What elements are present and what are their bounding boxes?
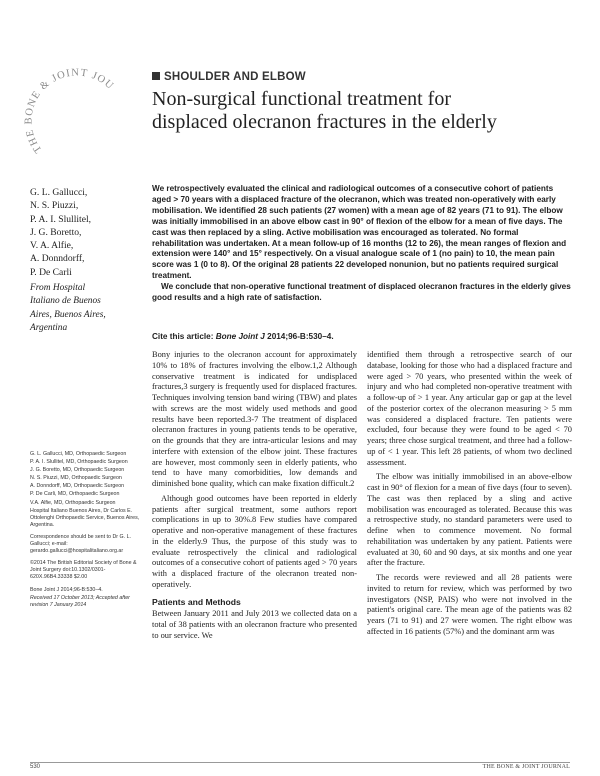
title-line-2: displaced olecranon fractures in the elderly: [152, 111, 497, 133]
section-subheading: Patients and Methods: [152, 596, 241, 607]
section-label: SHOULDER AND ELBOW: [164, 71, 306, 83]
body-paragraph: Although good outcomes have been reported in elderly patients after surgical treatment, some authors report complications in up to 30%.8 Few studies have compared operative and non-operative management of these fractures in the elderly.9 Thus, the purpose of this study was to evaluate retrospectively the clinical and radiological outcomes of a consecutive cohort of patients aged > 70 years with a displaced fracture of the olecranon treated non-operatively.: [152, 493, 357, 589]
journal-logo: [20, 58, 130, 168]
author-info: P. De Carli, MD, Orthopaedic Surgeon: [30, 491, 120, 498]
cite-journal: Bone Joint J: [215, 332, 265, 341]
svg-text:THE BONE & JOINT JOURNAL: [20, 58, 116, 155]
author: A. Donndorff,: [30, 253, 85, 265]
institution-address: Hospital Italiano Buenos Aires, Dr Carlos E. Ottolenghi Orthopaedic Service, Buenos Aires, Argentina.: [30, 507, 140, 528]
body-paragraph: Between January 2011 and July 2013 we collected data on a total of 38 patients with an olecranon fracture who presented to our service. We: [152, 609, 357, 640]
affiliation-line: Italiano de Buenos: [30, 296, 101, 307]
article-title: [152, 88, 572, 134]
affiliation-line: Argentina: [30, 322, 68, 333]
footer-journal-name: THE BONE & JOINT JOURNAL: [482, 764, 570, 770]
journal-info: Bone Joint J 2014;96-B:530–4.: [30, 586, 103, 593]
author-info: P. A. I. Slullitel, MD, Orthopaedic Surgeon: [30, 459, 128, 466]
author-info: N. S. Piuzzi, MD, Orthopaedic Surgeon: [30, 475, 122, 482]
side-notes: [30, 451, 142, 610]
author-info: V.A. Alfie, MD, Orthopaedic Surgeon: [30, 499, 116, 506]
author-info: J. G. Boretto, MD, Orthopaedic Surgeon: [30, 467, 125, 474]
abstract: [152, 184, 572, 304]
author-list: [30, 186, 140, 279]
affiliation: [30, 282, 140, 335]
body-paragraph: Bony injuries to the olecranon account for approximately 10% to 18% of fractures involving the elbow.1,2 Although conservative treatment is indicated for undisplaced fractures,3 surgery is frequently used for displaced fractures. Techniques involving tension band wiring (TBW) and plates with screws are the most widely used methods and good results have been reported.3-7 The treatment of displaced olecranon fractures in young patients tends to be operative, on the grounds that they are intra-articular lesions and may interfere with extension of the elbow joint. These fractures are however, most commonly seen in elderly patients, who tend to have many comorbidities, low demands and diminished bone quality, which can make fixation difficult.2: [152, 350, 357, 488]
author: V. A. Alfie,: [30, 240, 74, 252]
copyright: ©2014 The British Editorial Society of Bone & Joint Surgery doi:10.1302/0301-620X.96B4.33338 $2.00: [30, 560, 137, 581]
title-line-1: Non-surgical functional treatment for: [152, 88, 451, 110]
body-paragraph: The records were reviewed and all 28 patients were invited to return for review, which was performed by two investigators (NSP, PAIS) who were not involved in the patient's original care. The mean age of the patients was 82 years (71 to 91) and 27 were women. The right elbow was affected in 16 patients (57%) and the dominant arm was: [367, 573, 572, 636]
page-number: 530: [30, 764, 41, 770]
abstract-conclusion: We conclude that non-operative functional treatment of displaced olecranon fractures in the elderly gives good results and a high rate of satisfaction.: [152, 282, 571, 303]
author: P. De Carli: [30, 266, 72, 278]
body-paragraph: The elbow was initially immobilised in an above-elbow cast in 90° of flexion for a mean of five days (four to seven). The cast was then replaced by a sling and active mobilisation was encouraged as tolerated. Because this was a retrospective study, no standard parameters were used to define when to commence movement. No formal rehabilitation was undertaken by any patient. Patients were evaluated at 30, 60 and 90 days, at six months and one year after the fracture.: [367, 472, 572, 568]
author: G. L. Gallucci,: [30, 187, 88, 198]
author: N. S. Piuzzi,: [30, 200, 79, 212]
body-column-right: [367, 350, 572, 642]
correspondence: Correspondence should be sent to Dr G. L. Gallucci; e-mail: gerardo.gallucci@hospitalitaliano.org.ar: [30, 533, 131, 555]
section-heading: [152, 71, 306, 83]
author: J. G. Boretto,: [30, 226, 82, 238]
affiliation-line: Aires, Buenos Aires,: [30, 309, 106, 320]
author-info: A. Donndorff, MD, Orthopaedic Surgeon: [30, 483, 125, 490]
cite-ref: 2014;96-B:530–4.: [267, 332, 334, 341]
section-square-icon: [152, 72, 160, 80]
received-dates: Received 17 October 2013; Accepted after revision 7 January 2014: [30, 594, 130, 608]
author-info: G. L. Gallucci, MD, Orthopaedic Surgeon: [30, 451, 127, 457]
footer-divider: [30, 762, 570, 763]
affiliation-line: From Hospital: [30, 283, 86, 293]
cite-label: Cite this article:: [152, 332, 214, 341]
abstract-paragraph: We retrospectively evaluated the clinical and radiological outcomes of a consecutive cohort of patients aged > 70 years with a displaced fracture of the olecranon, which was treated non-operatively with early mobilisation. We identified 28 such patients (27 women) with a mean age of 82 years (71 to 91). The elbow was initially immobilised in an above elbow cast in 90° of flexion of the elbow for a mean of five days. The cast was then replaced by a sling. Active mobilisation was encouraged as tolerated. No formal rehabilitation was undertaken. At a mean follow-up of 16 months (12 to 26), the mean ranges of flexion and extension were 140° and 15° respectively. On a visual analogue scale of 1 (no pain) to 10, the mean pain score was 1 (0 to 8). Of the original 28 patients 22 developed nonunion, but no patients required surgical treatment.: [152, 184, 567, 281]
author: P. A. I. Slullitel,: [30, 213, 92, 225]
body-paragraph: identified them through a retrospective search of our database, looking for those who had a displaced fracture and were aged > 70 years, who presented within the week of injury and who had completed non-operative treatment with a follow-up of > 1 year. Any articular gap or gap at the level of the posterior cortex of the olecranon measuring > 5 mm was considered a displaced fracture. Ten patients were excluded, four because they were found to be aged < 70 years; three chose surgical treatment, and three had a follow-up of < 1 year. This left 28 patients, of whom two declined assessment.: [367, 350, 572, 467]
logo-text: THE BONE & JOINT JOU: [23, 67, 116, 155]
body-column-left: [152, 350, 357, 646]
citation: [152, 332, 334, 341]
